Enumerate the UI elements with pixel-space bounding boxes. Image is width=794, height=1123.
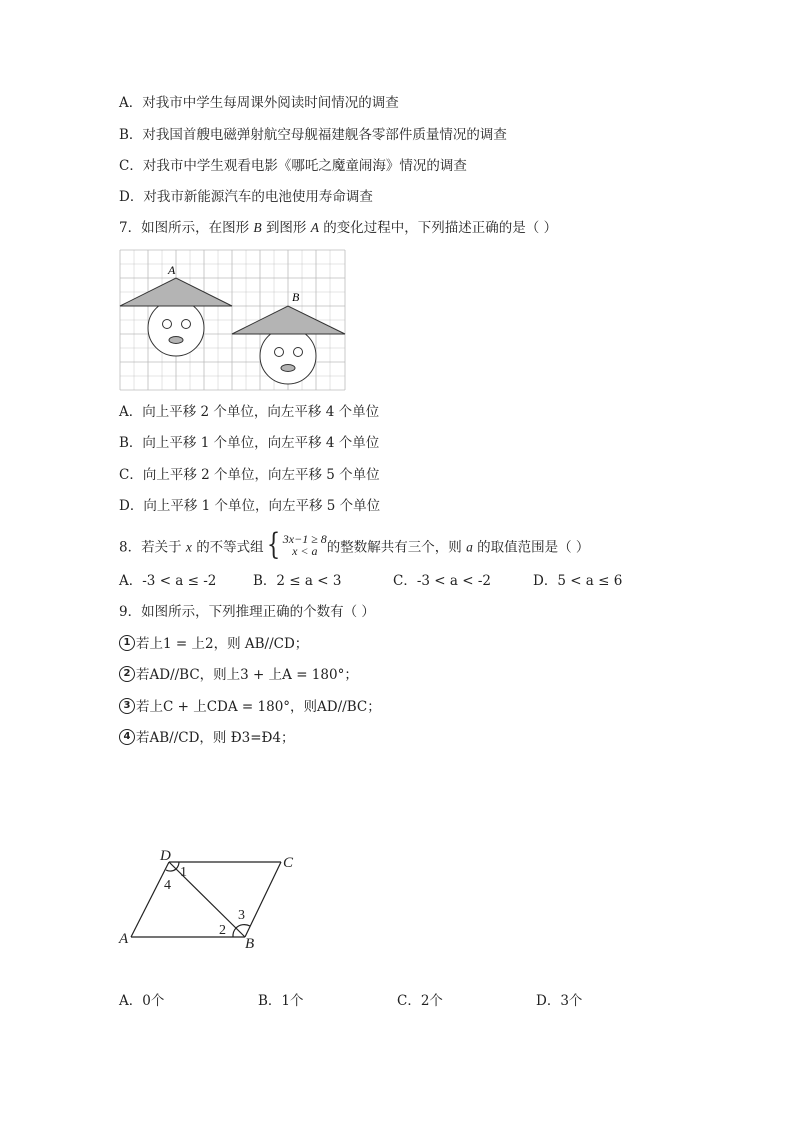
angle-label-4: 4 xyxy=(164,878,171,893)
q6-option-d: D．对我市新能源汽车的电池使用寿命调查 xyxy=(119,189,373,205)
q8-option-a: A．-3 < a ≤ -2 xyxy=(119,573,217,589)
q7-option-b: B．向上平移 1 个单位，向左平移 4 个单位 xyxy=(119,435,380,451)
vertex-a-label: A xyxy=(119,931,129,947)
q8-option-c: C．-3 < a < -2 xyxy=(393,573,491,589)
side-cb xyxy=(245,862,281,937)
angle-label-3: 3 xyxy=(238,908,245,923)
circled-number-3: 3 xyxy=(119,698,135,714)
q8-stem: 8．若关于 x 的不等式组{ 3x−1 ≥ 8 x < a 的整数解共有三个，则 a 的取值范围是（ ） xyxy=(119,527,590,562)
circled-number-4: 4 xyxy=(119,729,135,745)
angle-arc-3 xyxy=(236,925,250,928)
q6-option-c: C．对我市中学生观看电影《哪吒之魔童闹海》情况的调查 xyxy=(119,158,467,174)
angle-arc-2 xyxy=(233,928,236,937)
q9-stem: 9．如图所示，下列推理正确的个数有（ ） xyxy=(119,604,375,620)
circled-number-1: 1 xyxy=(119,635,135,651)
q9-parallelogram-figure xyxy=(115,845,305,955)
q9-option-d: D．3个 xyxy=(536,993,583,1009)
side-ad xyxy=(131,862,169,937)
q9-option-a: A．0个 xyxy=(119,993,165,1009)
q6-option-a: A．对我市中学生每周课外阅读时间情况的调查 xyxy=(119,95,399,111)
circled-number-2: 2 xyxy=(119,666,135,682)
figure-b-label: B xyxy=(292,290,300,304)
inequality-row-1: 3x−1 ≥ 8 xyxy=(282,532,327,546)
q7-option-d: D．向上平移 1 个单位，向左平移 5 个单位 xyxy=(119,498,381,514)
angle-arc-4 xyxy=(166,869,176,871)
inequality-system: { 3x−1 ≥ 8 x < a xyxy=(266,527,327,562)
vertex-d-label: D xyxy=(160,848,171,864)
q7-grid-figure xyxy=(119,249,347,393)
q9-option-b: B．1个 xyxy=(258,993,304,1009)
q7-option-a: A．向上平移 2 个单位，向左平移 4 个单位 xyxy=(119,404,380,420)
angle-arc-1 xyxy=(176,862,179,869)
q9-item-2: 2 若AD//BC，则上3 + 上A = 180°； xyxy=(119,666,358,684)
q9-item-3: 3 若上C + 上CDA = 180°，则AD//BC； xyxy=(119,698,381,716)
figure-b xyxy=(232,290,345,384)
q9-option-c: C．2个 xyxy=(397,993,443,1009)
q9-item-4: 4 若AB//CD，则 Ð3=Ð4； xyxy=(119,729,295,747)
inequality-row-2: x < a xyxy=(292,544,318,558)
vertex-b-label: B xyxy=(245,936,255,952)
figure-a-label: A xyxy=(168,263,176,277)
vertex-c-label: C xyxy=(283,855,294,871)
angle-label-1: 1 xyxy=(180,865,187,880)
angle-label-2: 2 xyxy=(219,923,226,938)
q6-option-b: B．对我国首艘电磁弹射航空母舰福建舰各零部件质量情况的调查 xyxy=(119,127,507,143)
q8-option-d: D．5 < a ≤ 6 xyxy=(533,573,623,589)
q7-stem: 7．如图所示，在图形 B 到图形 A 的变化过程中，下列描述正确的是（ ） xyxy=(119,220,558,236)
q8-option-b: B．2 ≤ a < 3 xyxy=(253,573,342,589)
q7-option-c: C．向上平移 2 个单位，向左平移 5 个单位 xyxy=(119,467,380,483)
q9-item-1: 1 若上1 = 上2，则 AB//CD； xyxy=(119,635,308,653)
